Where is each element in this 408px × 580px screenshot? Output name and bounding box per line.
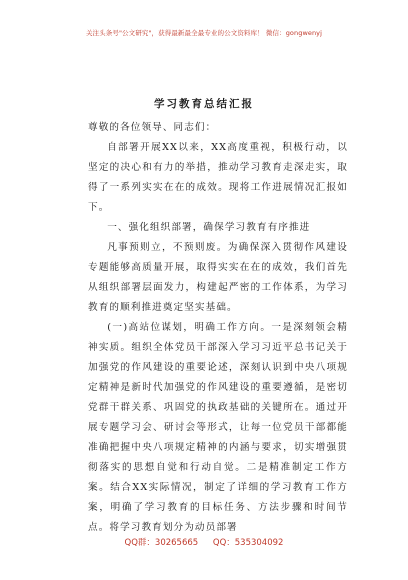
section-heading: 一、强化组织部署，确保学习教育有序推进 [107,222,311,233]
paragraph-section-intro: 凡事预则立，不预则废。为确保深入贯彻作风建设专题能够高质量开展，取得实实在在的成效，我们首先从组织部署层面发力，构建起严密的工作体系，为学习教育的顺利推进奠定坚实基础。 [88,242,348,313]
document-body [88,138,348,538]
paragraph-intro: 自部署开展XX以来，XX高度重视，积极行动，以坚定的决心和有力的举措，推动学习教育走深走实，取得了一系列实实在在的成效。现将工作进展情况汇报如下。 [88,142,348,213]
header-banner: 关注头条号"公文研究"，获得最新最全最专业的公文资料库！ 微信：gongwenyj [85,29,323,37]
document-title: 学习教育总结汇报 [154,98,254,110]
footer-contact [0,536,408,548]
qq-group: QQ群：30265665 [124,538,199,548]
qq-number: QQ：535304092 [212,538,284,548]
paragraph-subsection-1: (一)高站位谋划，明确工作方向。一是深刻领会精神实质。组织全体党员干部深入学习习近平总书记关于加强党的作风建设的重要论述，深刻认识到中央八项规定精神是新时代加强党的作风建设的重要遵循，是密切党群干群关系、巩固党的执政基础的关键所在。通过开展专题学习会、研讨会等形式，让每一位党员干部都能准确把握中央八项规定精神的内涵与要求，切实增强贯彻落实的思想自觉和行动自觉。二是精准制定工作方案。结合XX实际情况，制定了详细的学习教育工作方案，明确了学习教育的目标任务、方法步骤和时间节点。将学习教育划分为动员部署 [88,322,348,533]
salutation [88,118,348,138]
salutation-text: 尊敬的各位领导、同志们： [88,122,217,133]
